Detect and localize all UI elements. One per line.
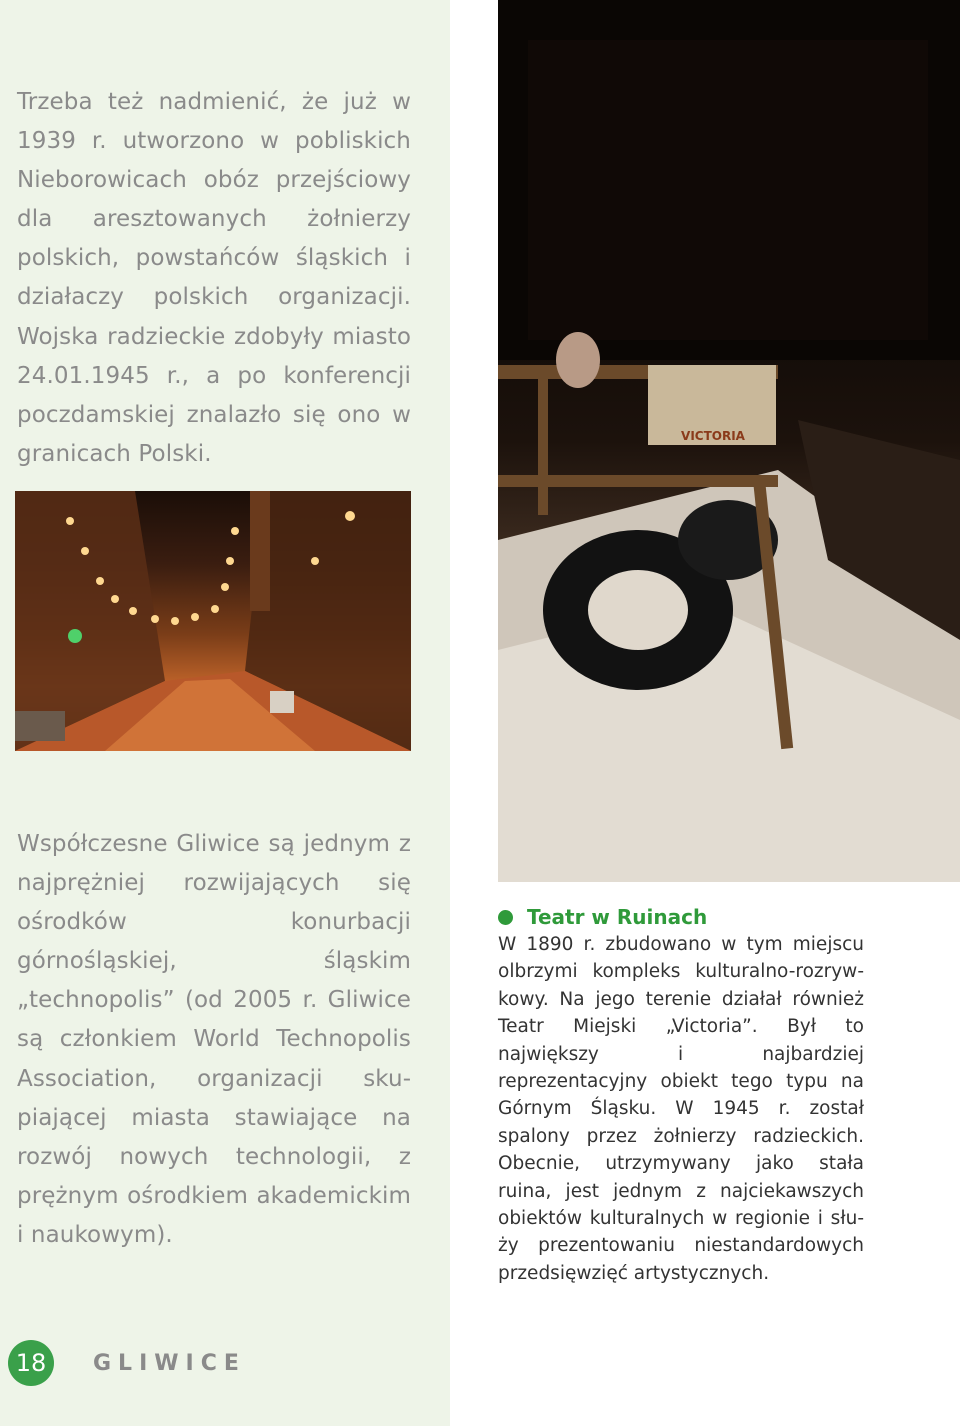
modern-gliwice-paragraph: Współczesne Gliwice są jednym z najprężniej rozwijających się ośrodków konurbacji górnośląskiej, śląskim „technopolis” (od 2005 r. Gliwice są członkiem World Technopolis Association, organizacji skupiającej miasta stawiające na rozwój nowych technologii, z prężnym ośrodkiem akademickim i naukowym). (17, 831, 411, 1248)
victoria-sign-text: VICTORIA (681, 429, 745, 443)
intro-paragraph: Trzeba też nadmienić, że już w 1939 r. utworzono w pobliskich Nieborowicach obóz przejściowy dla aresztowanych żołnierzy polskich, powstańców śląskich i działaczy polskich organizacji. Wojska radzieckie zdobyły miasto 24.01.1945 r., a po konferencji poczdamskiej znalazło się ono w granicach Polski. (17, 89, 411, 467)
section-heading-text: Teatr w Ruinach (527, 905, 708, 929)
page-number: 18 (15, 1349, 47, 1377)
running-title: GLIWICE (93, 1351, 246, 1376)
theatre-paragraph: W 1890 r. zbudowano w tym miejscu olbrzymi kompleks kulturalno-rozrywkowy. Na jego terenie działał również Teatr Miejski „Victoria”. Był to największy i najbardziej reprezentacyjny obiekt tego typu na Górnym Śląsku. W 1945 r. został spalony przez żołnierzy radzieckich. Obecnie, utrzymywany jako stała ruina, jest jednym z najciekawszych obiektów kulturalnych w regionie i służy prezentowaniu niestandardowych przedsięwzięć artystycznych. (498, 934, 864, 1284)
theatre-section (498, 903, 864, 1306)
ruins-illustration (498, 0, 960, 882)
section-heading (498, 903, 864, 931)
page-number-badge (8, 1340, 54, 1386)
street-illustration (15, 491, 411, 751)
bullet-icon (498, 910, 513, 925)
street-night-photo (15, 491, 411, 751)
theatre-ruins-photo (498, 0, 960, 882)
